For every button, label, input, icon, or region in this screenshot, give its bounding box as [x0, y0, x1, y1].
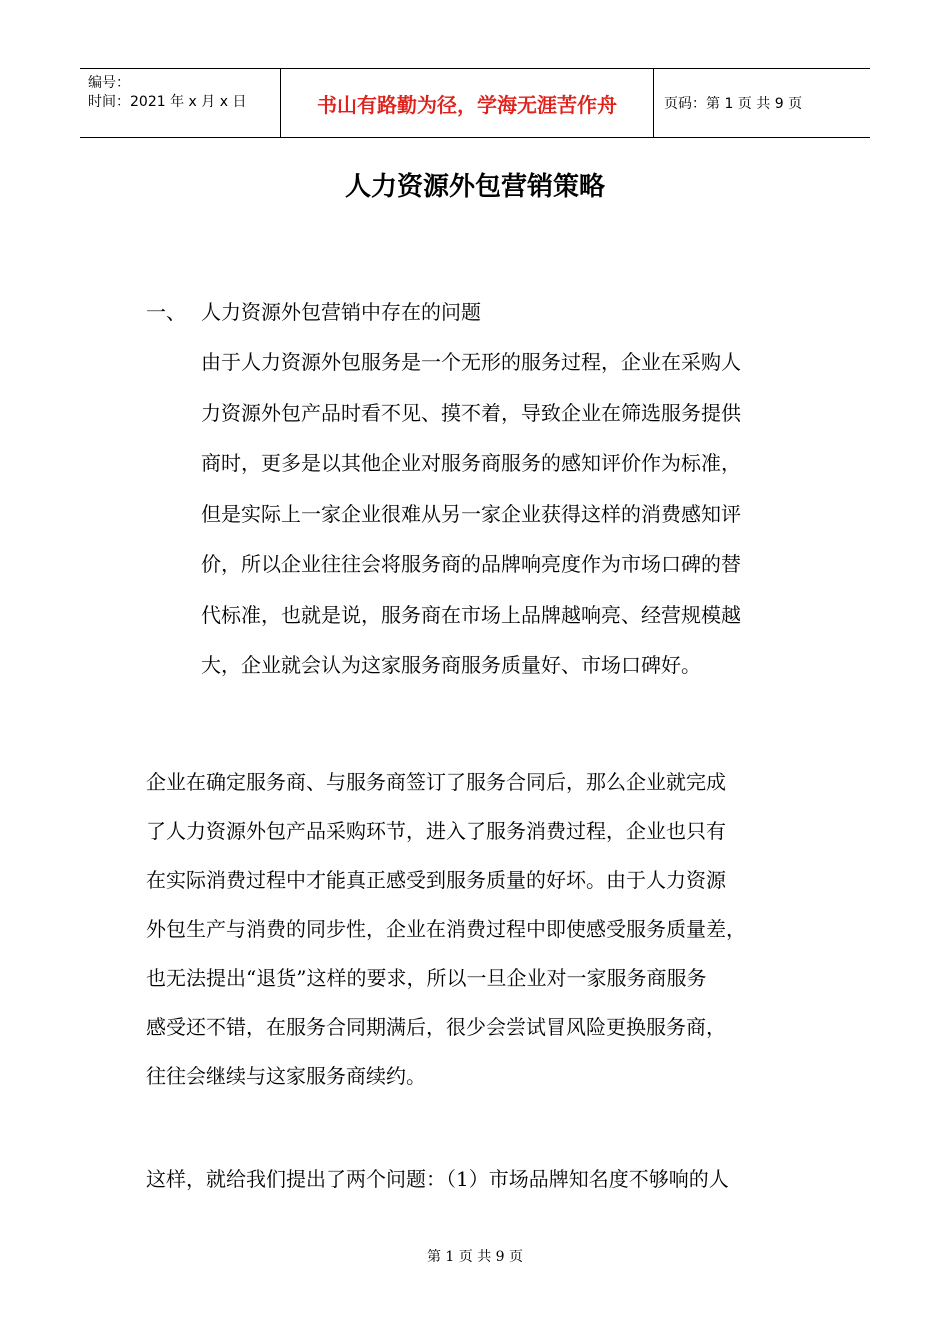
section-heading [146, 296, 481, 325]
paragraph-line: 但是实际上一家企业很难从另一家企业获得这样的消费感知评 [201, 501, 741, 526]
paragraph-line: 商时，更多是以其他企业对服务商服务的感知评价作为标准， [201, 451, 741, 475]
document-header-table [80, 68, 870, 138]
document-title: 人力资源外包营销策略 [344, 172, 605, 202]
paragraph-line: 价，所以企业往往会将服务商的品牌响亮度作为市场口碑的替 [201, 552, 741, 576]
section-number: 一、 [146, 300, 186, 324]
paragraph-line: 力资源外包产品时看不见、摸不着，导致企业在筛选服务提供 [201, 400, 741, 425]
paragraph-line: 在实际消费过程中才能真正感受到服务质量的好坏。由于人力资源 [146, 868, 726, 892]
date-label: 时间：2021 年 x 月 x 日 [88, 94, 247, 110]
paragraph-line: 也无法提出“退货”这样的要求，所以一旦企业对一家服务商服务 [146, 966, 707, 990]
paragraph-line: 这样，就给我们提出了两个问题：（1）市场品牌知名度不够响的人 [146, 1167, 729, 1191]
paragraph-line: 了人力资源外包产品采购环节，进入了服务消费过程，企业也只有 [146, 819, 726, 843]
section-paragraph [201, 337, 811, 691]
page-footer: 第 1 页 共 9 页 [426, 1249, 524, 1265]
paragraph-line: 大，企业就会认为这家服务商服务质量好、市场口碑好。 [201, 653, 701, 677]
number-label: 编号： [88, 75, 130, 91]
paragraph-line: 往往会继续与这家服务商续约。 [146, 1064, 426, 1088]
paragraph-line: 企业在确定服务商、与服务商签订了服务合同后，那么企业就完成 [146, 770, 726, 794]
paragraph-line: 外包生产与消费的同步性，企业在消费过程中即使感受服务质量差， [146, 917, 746, 941]
body-paragraph [146, 758, 826, 1101]
header-meta-cell [80, 69, 280, 137]
header-motto: 书山有路勤为径，学海无涯苦作舟 [317, 92, 617, 117]
header-page-info: 页码：第 1 页 共 9 页 [664, 96, 803, 112]
section-heading-text: 人力资源外包营销中存在的问题 [201, 300, 481, 324]
paragraph-line: 感受还不错，在服务合同期满后，很少会尝试冒风险更换服务商， [146, 1015, 726, 1039]
paragraph-line: 代标准，也就是说，服务商在市场上品牌越响亮、经营规模越 [201, 602, 741, 627]
paragraph-line: 由于人力资源外包服务是一个无形的服务过程，企业在采购人 [201, 350, 741, 374]
body-paragraph [146, 1155, 826, 1204]
